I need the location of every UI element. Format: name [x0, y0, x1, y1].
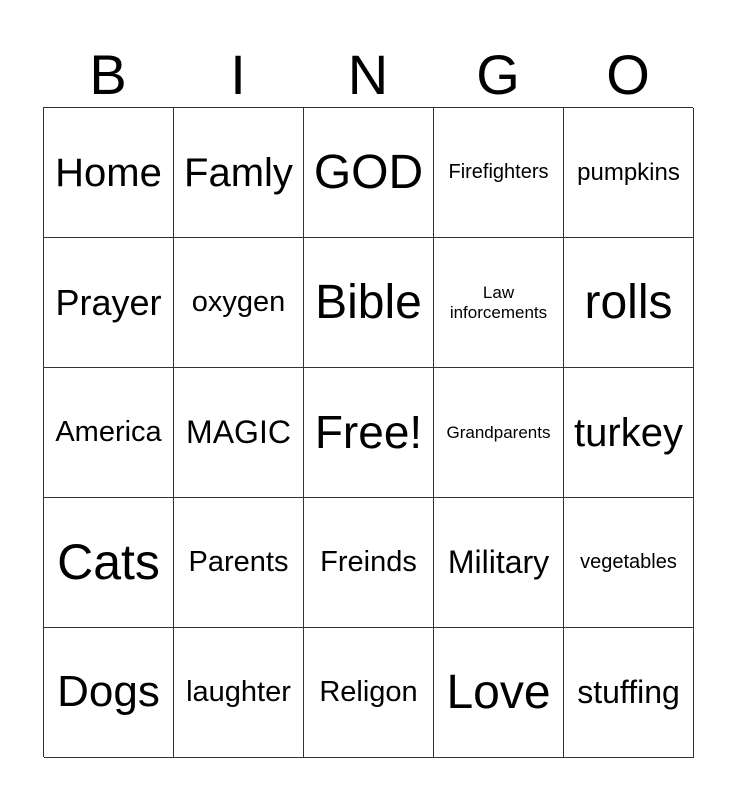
bingo-cell[interactable]: America — [44, 368, 174, 498]
bingo-cell[interactable]: Home — [44, 108, 174, 238]
bingo-cell[interactable]: Prayer — [44, 238, 174, 368]
header-letter-o: O — [606, 43, 650, 106]
header-letter-b: B — [89, 43, 127, 106]
bingo-cell[interactable]: Dogs — [44, 628, 174, 758]
bingo-header — [43, 44, 693, 106]
bingo-cell[interactable]: oxygen — [174, 238, 304, 368]
header-letter-n: N — [347, 43, 389, 106]
bingo-cell[interactable]: Religon — [304, 628, 434, 758]
bingo-cell[interactable]: Love — [434, 628, 564, 758]
bingo-cell[interactable]: Firefighters — [434, 108, 564, 238]
header-letter-i: I — [230, 43, 246, 106]
bingo-cell[interactable]: rolls — [564, 238, 694, 368]
header-letter-g: G — [476, 43, 520, 106]
bingo-cell[interactable]: MAGIC — [174, 368, 304, 498]
bingo-cell[interactable]: Cats — [44, 498, 174, 628]
bingo-cell[interactable]: Bible — [304, 238, 434, 368]
bingo-cell[interactable]: laughter — [174, 628, 304, 758]
bingo-cell[interactable]: pumpkins — [564, 108, 694, 238]
bingo-cell[interactable]: GOD — [304, 108, 434, 238]
bingo-cell[interactable]: Free! — [304, 368, 434, 498]
bingo-cell[interactable]: turkey — [564, 368, 694, 498]
bingo-cell[interactable]: Law inforcements — [434, 238, 564, 368]
bingo-cell[interactable]: stuffing — [564, 628, 694, 758]
bingo-cell[interactable]: Famly — [174, 108, 304, 238]
bingo-cell[interactable]: Freinds — [304, 498, 434, 628]
bingo-cell[interactable]: Parents — [174, 498, 304, 628]
bingo-board — [43, 107, 693, 757]
bingo-cell[interactable]: vegetables — [564, 498, 694, 628]
bingo-cell[interactable]: Grandparents — [434, 368, 564, 498]
bingo-cell[interactable]: Military — [434, 498, 564, 628]
